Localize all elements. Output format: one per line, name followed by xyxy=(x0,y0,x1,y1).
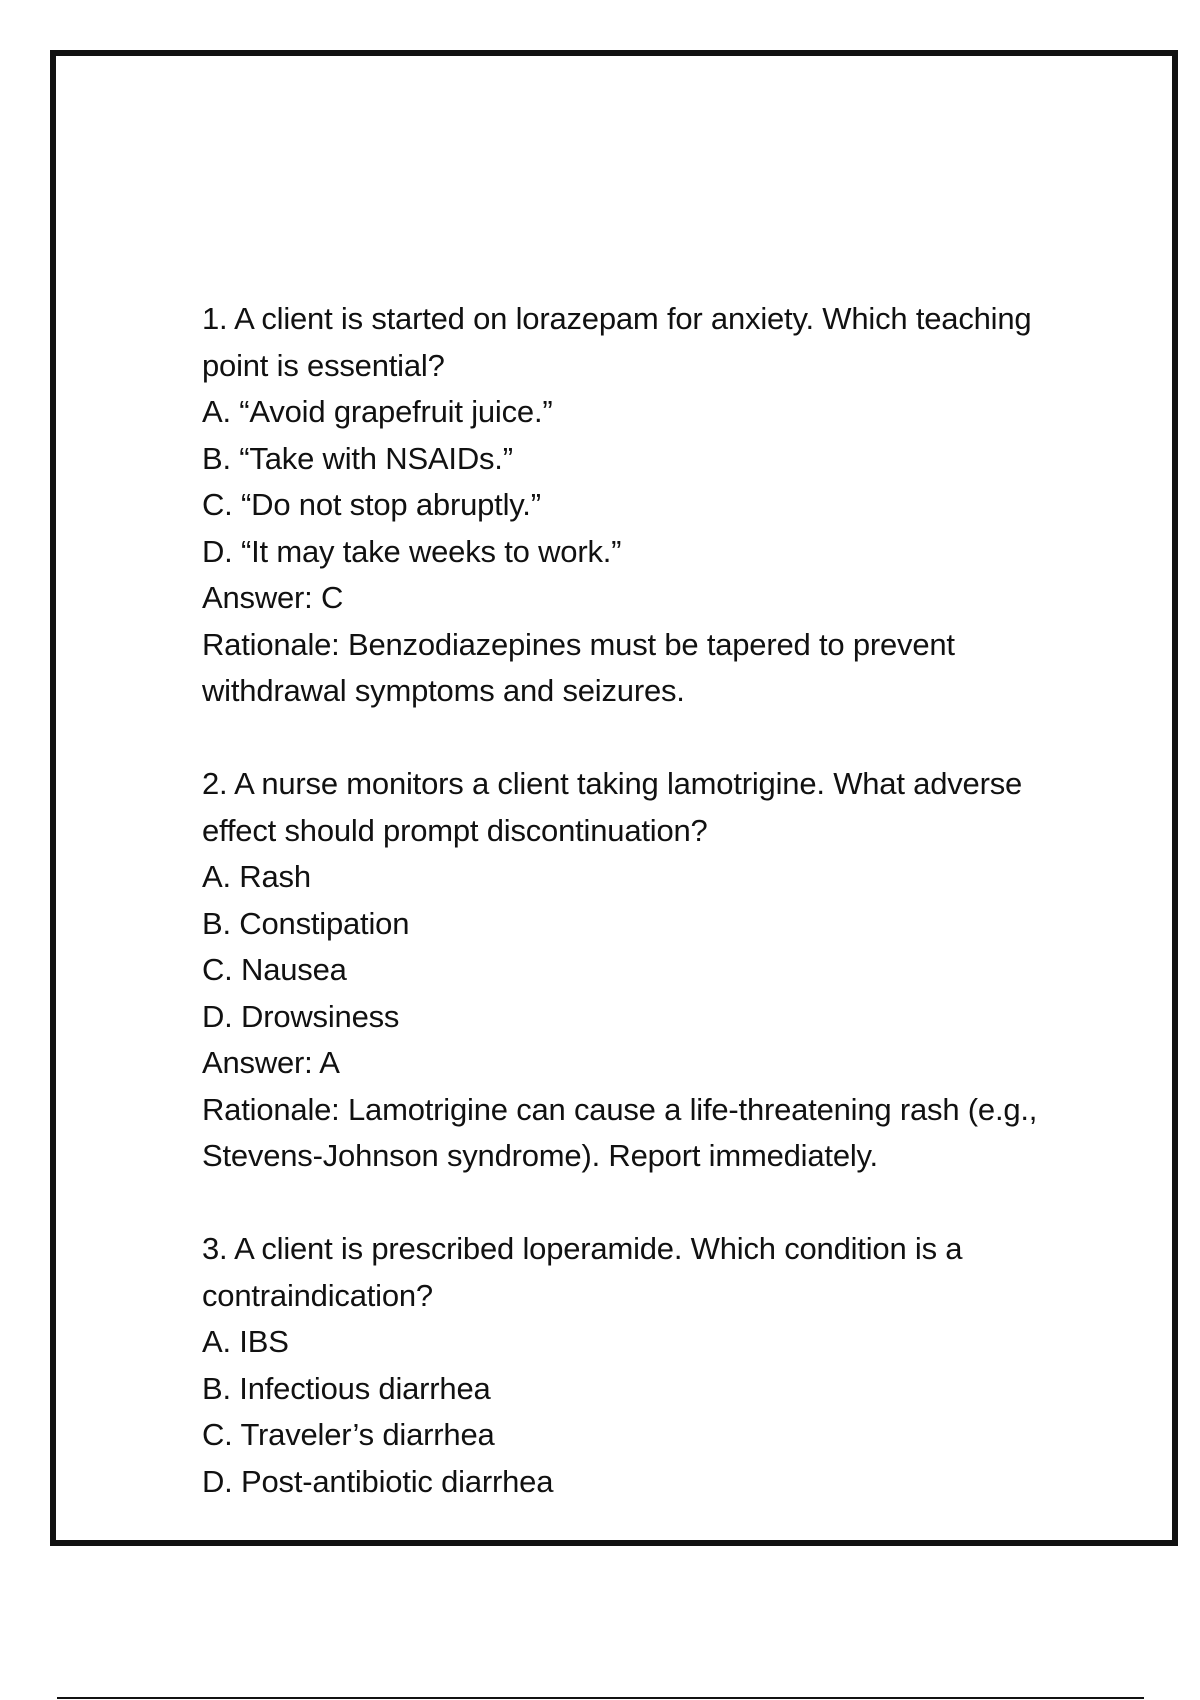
question-1-stem xyxy=(202,296,1102,389)
question-3-option-c: C. Traveler’s diarrhea xyxy=(202,1417,495,1452)
question-1-stem-line-2: point is essential? xyxy=(202,347,445,383)
question-2-stem-line-1: 2. A nurse monitors a client taking lamotrigine. What adverse xyxy=(202,766,1023,801)
question-3 xyxy=(202,1226,1102,1505)
question-2-option-d: D. Drowsiness xyxy=(202,998,400,1034)
question-2-rationale-line-2: Stevens-Johnson syndrome). Report immediately. xyxy=(202,1138,878,1173)
question-2-answer: Answer: A xyxy=(202,1045,340,1080)
bottom-divider xyxy=(57,1697,1144,1699)
question-3-stem-line-2: contraindication? xyxy=(202,1277,433,1313)
question-3-stem xyxy=(202,1226,1102,1319)
page-frame xyxy=(50,50,1178,1546)
question-2-option-a: A. Rash xyxy=(202,859,311,894)
question-1-option-c: C. “Do not stop abruptly.” xyxy=(202,487,541,522)
question-2-rationale-line-1: Rationale: Lamotrigine can cause a life-threatening rash (e.g., xyxy=(202,1091,1038,1127)
question-1-option-a: A. “Avoid grapefruit juice.” xyxy=(202,394,553,429)
question-3-option-b: B. Infectious diarrhea xyxy=(202,1370,491,1406)
question-3-option-d: D. Post-antibiotic diarrhea xyxy=(202,1463,554,1499)
question-2 xyxy=(202,761,1102,1180)
question-1-answer: Answer: C xyxy=(202,580,344,615)
question-1-rationale-line-2: withdrawal symptoms and seizures. xyxy=(202,673,685,708)
question-3-option-a: A. IBS xyxy=(202,1324,289,1359)
question-1-stem-line-1: 1. A client is started on lorazepam for anxiety. Which teaching xyxy=(202,301,1032,336)
question-1 xyxy=(202,296,1102,715)
question-1-rationale-line-1: Rationale: Benzodiazepines must be tapered to prevent xyxy=(202,626,955,662)
question-2-option-b: B. Constipation xyxy=(202,905,410,941)
question-2-option-c: C. Nausea xyxy=(202,952,347,987)
question-2-stem xyxy=(202,761,1102,854)
question-1-option-d: D. “It may take weeks to work.” xyxy=(202,533,622,569)
question-content xyxy=(202,296,1102,1505)
question-3-stem-line-1: 3. A client is prescribed loperamide. Which condition is a xyxy=(202,1231,963,1266)
question-2-stem-line-2: effect should prompt discontinuation? xyxy=(202,812,708,848)
question-1-option-b: B. “Take with NSAIDs.” xyxy=(202,440,513,476)
